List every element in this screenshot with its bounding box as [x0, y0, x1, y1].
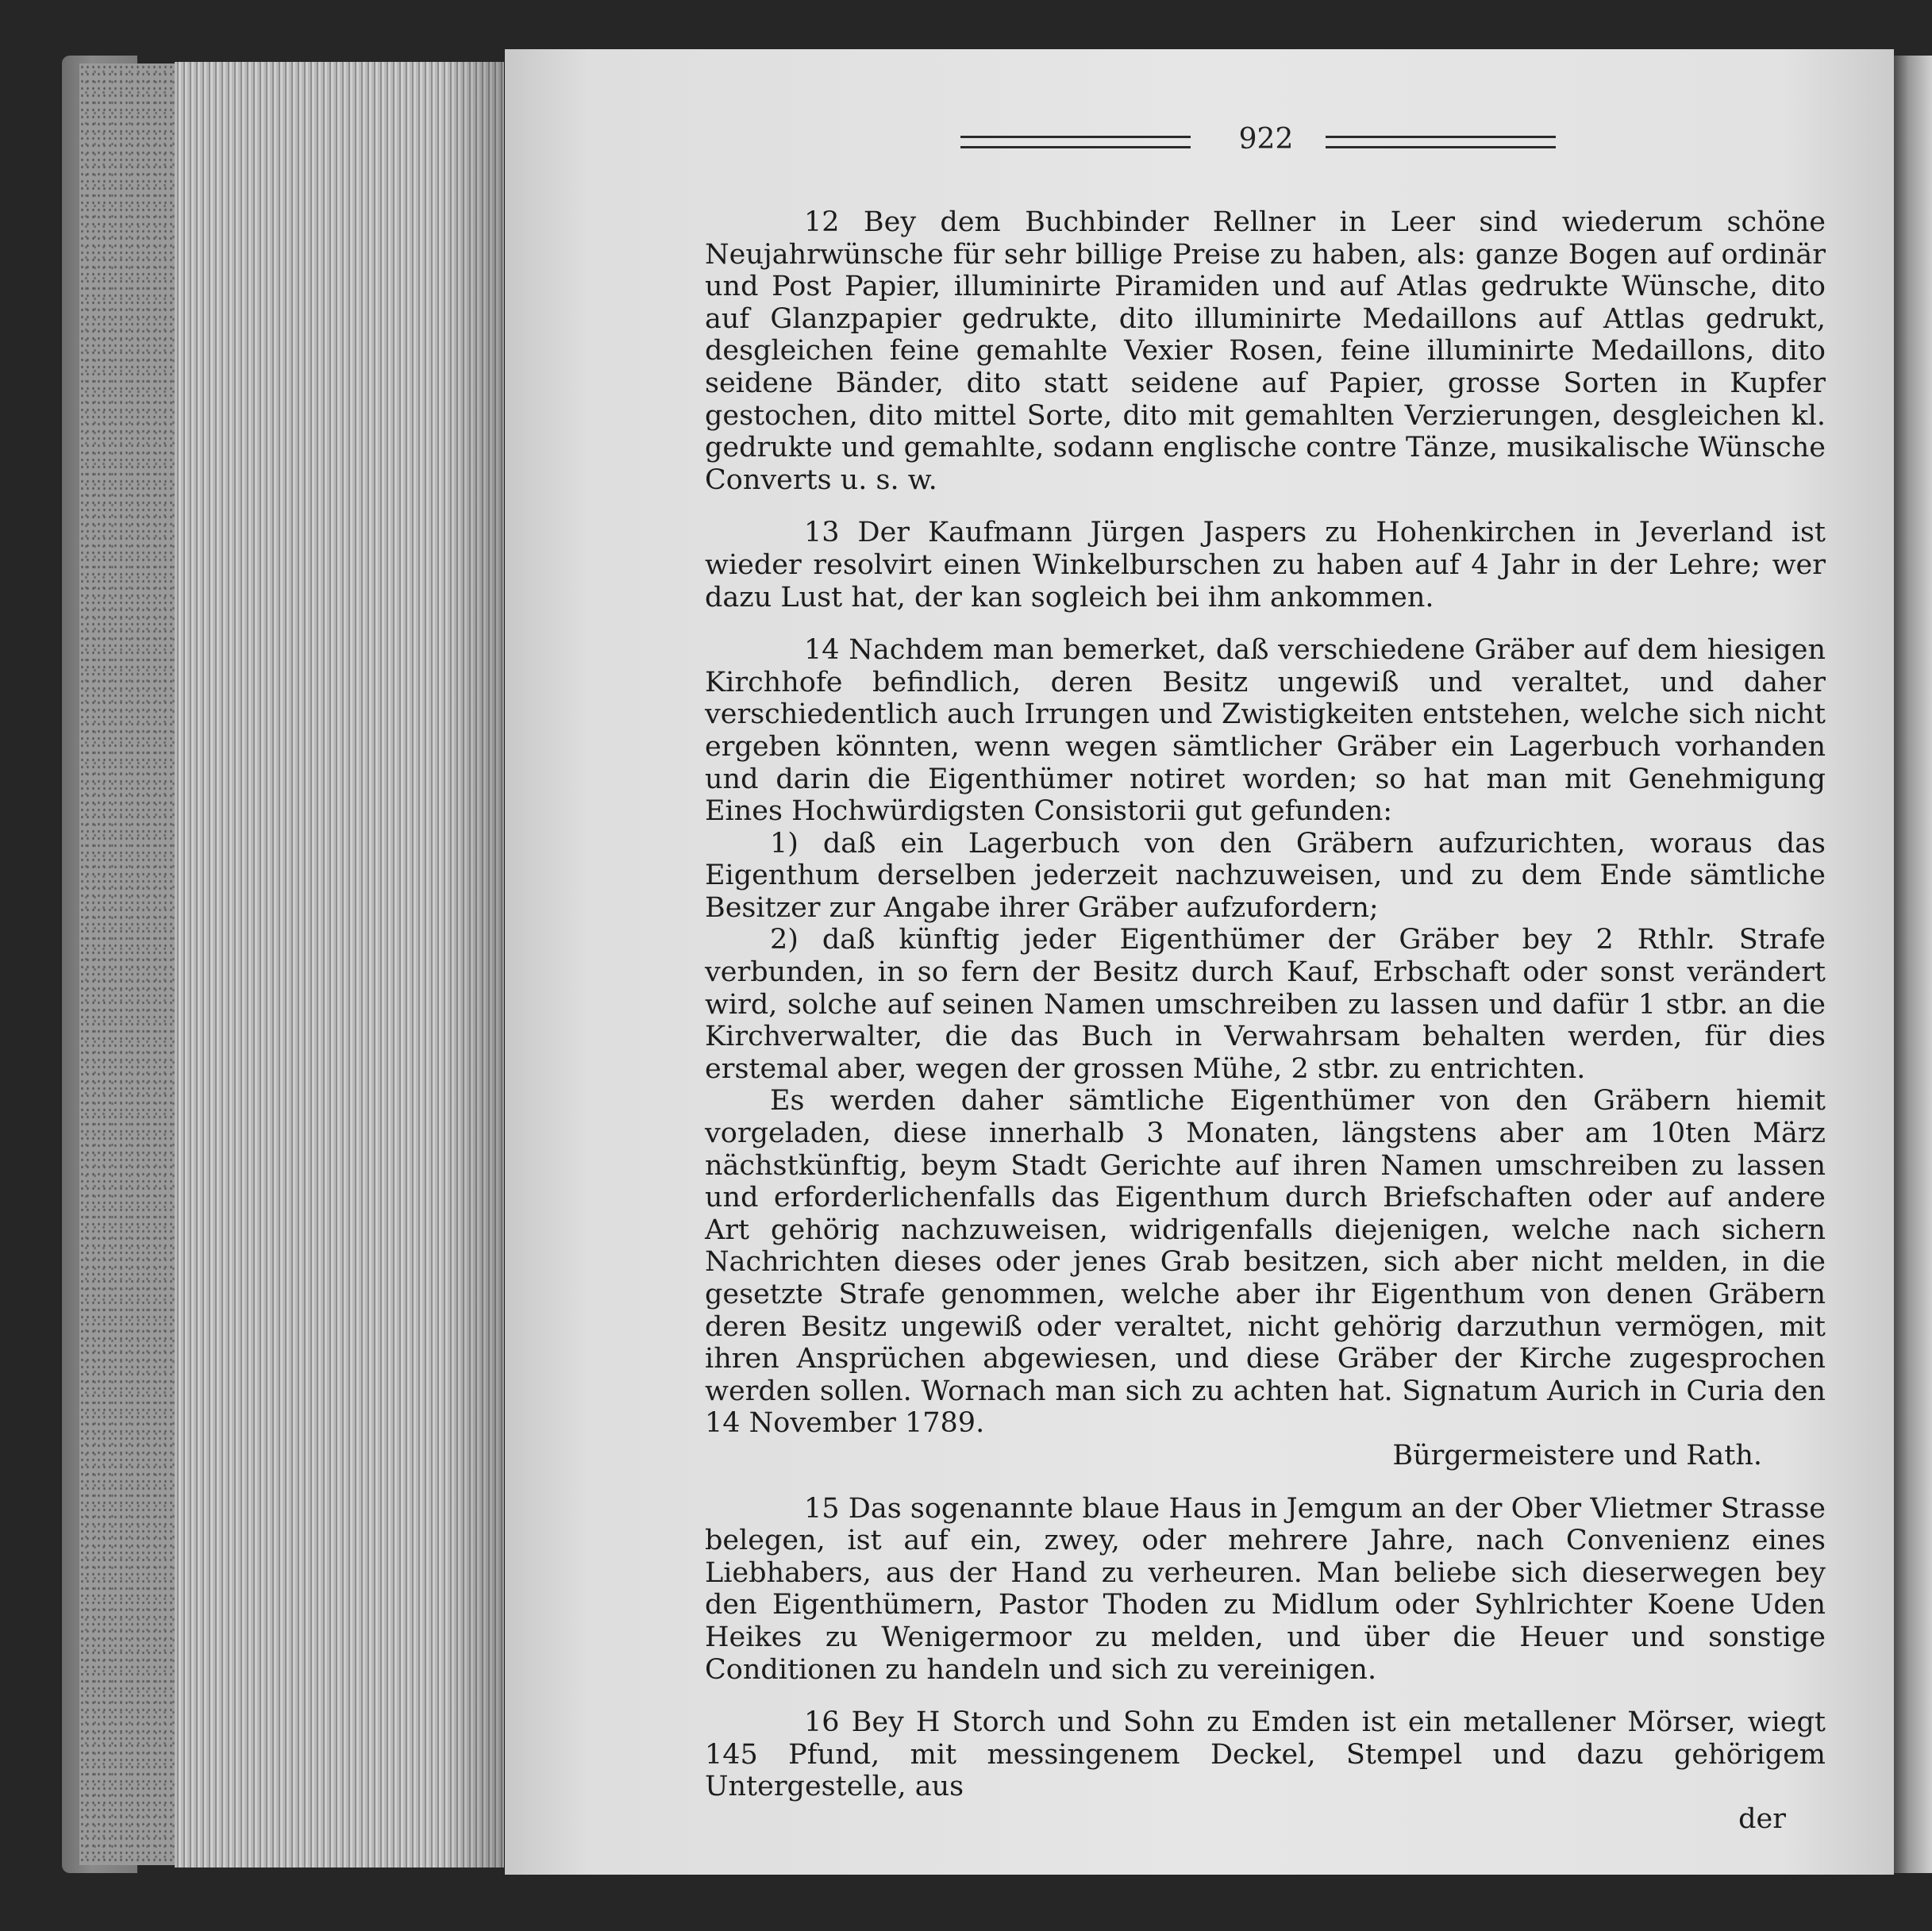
page-edges-shadow — [445, 62, 508, 1868]
entry-14-item-2: 2) daß künftig jeder Eigenthümer der Gräber bey 2 Rthlr. Strafe verbunden, in so fern der Besitz durch Kauf, Erbschaft oder sonst verändert wird, solche auf seinen Namen umschreiben zu lassen und dafür 1 stbr. an die Kirchverwalter, die das Buch in Verwahrsam behalten werden, für dies erstemal aber, wegen der grossen Mühe, 2 stbr. zu entrichten. — [705, 924, 1826, 1085]
page-number: 922 — [1238, 123, 1294, 156]
catchword: der — [1738, 1802, 1786, 1835]
entry-16 — [705, 1706, 1826, 1803]
speckled-page-edge — [79, 63, 175, 1865]
header-rule-left — [960, 136, 1191, 148]
header-rule-right — [1326, 136, 1556, 148]
entry-number: 13 — [804, 517, 840, 549]
page-text — [705, 206, 1826, 1836]
entry-14-item-1: 1) daß ein Lagerbuch von den Gräbern aufzurichten, woraus das Eigenthum derselben jederzeit nachzuweisen, und zu dem Ende sämtliche Besitzer zur Angabe ihrer Gräber aufzufordern; — [705, 827, 1826, 924]
entry-text: Bey dem Buchbinder Rellner in Leer sind wiederum schöne Neujahrwünsche für sehr billige Preise zu haben, als: ganze Bogen auf ordinär und Post Papier, illuminirte Piramiden und auf Atlas gedrukte Wünsche, dito auf Glanzpapier gedrukte, dito illuminirte Medaillons auf Attlas gedrukt, desgleichen feine gemahlte Vexier Rosen, feine illuminirte Medaillons, dito seidene Bänder, dito statt seidene auf Papier, grosse Sorten in Kupfer gestochen, dito mittel Sorte, dito mit gemahlten Verzierungen, desgleichen kl. gedrukte und gemahlte, sodann englische contre Tänze, musikalische Wünsche Converts u. s. w. — [705, 206, 1826, 496]
entry-15 — [705, 1493, 1826, 1687]
entry-number: 14 — [804, 634, 840, 667]
entry-text: Das sogenannte blaue Haus in Jemgum an der Ober Vlietmer Strasse belegen, ist auf ein, zwey, oder mehrere Jahre, nach Convenienz eines Liebhabers, aus der Hand zu verheuren. Man beliebe sich dieserwegen bey den Eigenthümern, Pastor Thoden zu Midlum oder Syhlrichter Koene Uden Heikes zu Wenigermoor zu melden, und über die Heuer und sonstige Conditionen zu handeln und sich zu vereinigen. — [705, 1492, 1826, 1686]
entry-number: 12 — [804, 206, 840, 238]
entry-number: 16 — [804, 1706, 840, 1739]
entry-14-signature: Bürgermeistere und Rath. — [1392, 1439, 1762, 1471]
entry-text: Bey H Storch und Sohn zu Emden ist ein metallener Mörser, wiegt 145 Pfund, mit messingenem Deckel, Stempel und dazu gehörigem Untergestelle, aus — [705, 1706, 1826, 1803]
entry-14 — [705, 634, 1826, 828]
book-gutter — [1894, 56, 1932, 1873]
entry-number: 15 — [804, 1492, 840, 1525]
page-header — [960, 123, 1572, 155]
entry-text: Der Kaufmann Jürgen Jaspers zu Hohenkirchen in Jeverland ist wieder resolvirt einen Winkelburschen zu haben auf 4 Jahr in der Lehre; wer dazu Lust hat, der kan sogleich bei ihm ankommen. — [705, 517, 1826, 614]
entry-text: Nachdem man bemerket, daß verschiedene Gräber auf dem hiesigen Kirchhofe befindlich, deren Besitz ungewiß und veraltet, und daher verschiedentlich auch Irrungen und Zwistigkeiten entstehen, welche sich nicht ergeben könnten, wenn wegen sämtlicher Gräber ein Lagerbuch vorhanden und darin die Eigenthümer notiret worden; so hat man mit Genehmigung Eines Hochwürdigsten Consistorii gut gefunden: — [705, 634, 1826, 828]
entry-13 — [705, 517, 1826, 614]
entry-14-closing: Es werden daher sämtliche Eigenthümer von den Gräbern hiemit vorgeladen, diese innerhalb 3 Monaten, längstens aber am 10ten März nächstkünftig, beym Stadt Gerichte auf ihren Namen umschreiben zu lassen und erforderlichenfalls das Eigenthum durch Briefschaften oder auf andere Art gehörig nachzuweisen, widrigenfalls diejenigen, welche nach sichern Nachrichten dieses oder jenes Grab besitzen, sich aber nicht melden, in die gesetzte Strafe genommen, welche aber ihr Eigenthum von denen Gräbern deren Besitz ungewiß oder veraltet, nicht gehörig darzuthun vermögen, mit ihren Ansprüchen abgewiesen, und diese Gräber der Kirche zugesprochen werden sollen. Wornach man sich zu achten hat. Signatum Aurich in Curia den 14 November 1789. — [705, 1085, 1826, 1440]
entry-12 — [705, 206, 1826, 496]
